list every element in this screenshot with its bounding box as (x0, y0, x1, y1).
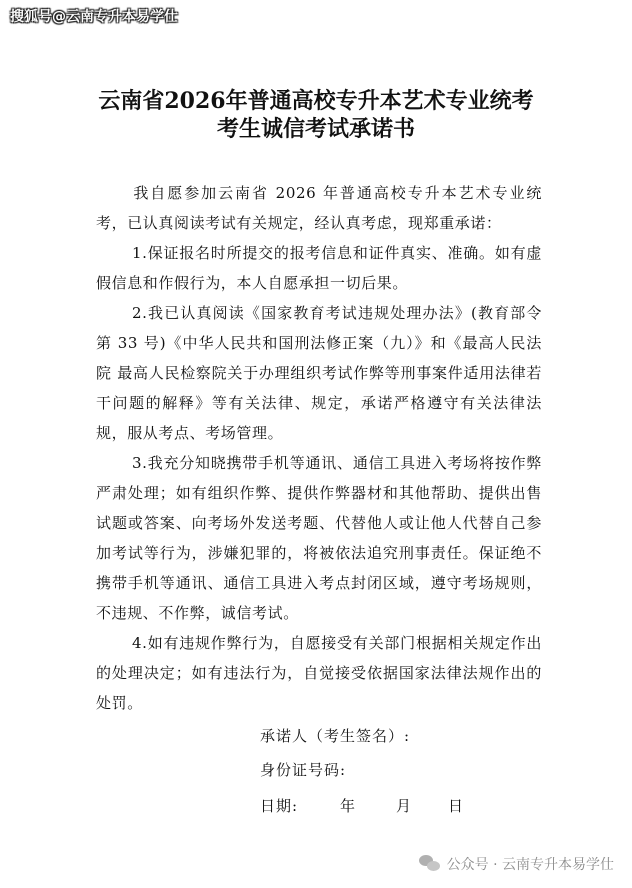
paragraph-item-3 (96, 448, 542, 628)
date-year-label: 年 (340, 797, 357, 815)
date-label: 日期: (260, 797, 299, 815)
document-title-line1: 云南省2026年普通高校专升本艺术专业统考 (98, 88, 534, 114)
paragraph-item-2-text: 2.我已认真阅读《国家教育考试违规处理办法》(教育部令第 33 号)《中华人民共和国刑法修正案（九）》和《最高人民法院 最高人民检察院关于办理组织考试作弊等刑事案件适用法律若干问题的解释》等有关法律、规定，承诺严格遵守有关法律法规，服从考点、考场管理。 (96, 304, 542, 442)
paragraph-item-2 (96, 298, 542, 448)
paragraph-item-1 (96, 238, 542, 298)
document-title-line2: 考生诚信考试承诺书 (216, 116, 415, 142)
paragraph-item-3-text: 3.我充分知晓携带手机等通讯、通信工具进入考场将按作弊严肃处理；如有组织作弊、提供作弊器材和其他帮助、提供出售试题或答案、向考场外发送考题、代替他人或让他人代替自己参加考试等行为，涉嫌犯罪的，将被依法追究刑事责任。保证绝不携带手机等通讯、通信工具进入考点封闭区域，遵守考场规则，不违规、不作弊，诚信考试。 (96, 454, 542, 622)
wechat-icon (419, 855, 441, 873)
paragraph-intro (96, 178, 542, 238)
date-month-label: 月 (396, 797, 413, 815)
id-number-label: 身份证号码: (260, 761, 347, 779)
paragraph-item-4 (96, 628, 542, 718)
promisor-signature-label: 承诺人（考生签名）: (260, 727, 411, 745)
paragraph-item-4-text: 4.如有违规作弊行为，自愿接受有关部门根据相关规定作出的处理决定；如有违法行为，自觉接受依据国家法律法规作出的处罚。 (96, 634, 542, 712)
footer-watermark (419, 854, 614, 874)
footer-watermark-text: 公众号 · 云南专升本易学仕 (446, 857, 614, 873)
paragraph-intro-text: 我自愿参加云南省 2026 年普通高校专升本艺术专业统考，已认真阅读考试有关规定，经认真考虑，现郑重承诺： (96, 184, 542, 232)
paragraph-item-1-text: 1.保证报名时所提交的报考信息和证件真实、准确。如有虚假信息和作假行为，本人自愿承担一切后果。 (96, 244, 542, 292)
date-day-label: 日 (448, 797, 465, 815)
source-watermark: 搜狐号@云南专升本易学仕 (10, 9, 178, 25)
